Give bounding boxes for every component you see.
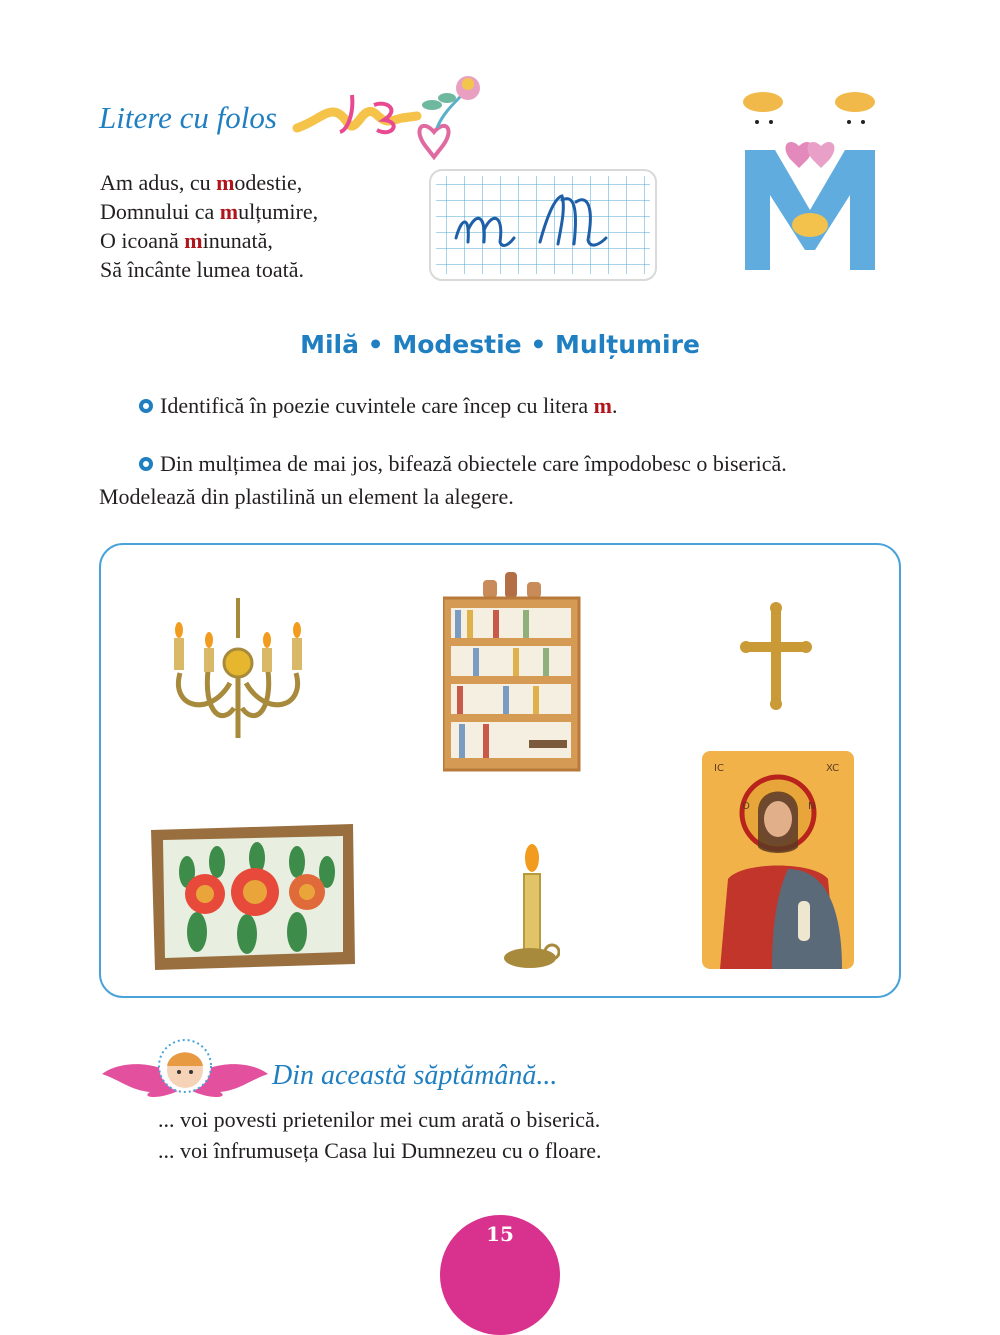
poem-line: Am adus, cu modestie, [100, 170, 303, 195]
flower-bullet-icon [138, 398, 154, 414]
poem-line: O icoană minunată, [100, 228, 273, 253]
letter-m-illustration [735, 80, 885, 280]
instruction-2-line1: Din mulțimea de mai jos, bifează obiectele care împodobesc o biserică. [138, 448, 787, 479]
christ-icon-image[interactable] [702, 751, 854, 969]
bookshelf-image[interactable] [443, 572, 581, 772]
instruction-2-line2: Modelează din plastilină un element la alegere. [99, 484, 514, 509]
section-title: Litere cu folos [99, 100, 277, 135]
flower-painting-image[interactable] [147, 822, 359, 972]
page-number: 15 [486, 1222, 514, 1246]
week-goal-line: ... voi povesti prietenilor mei cum arată o biserică. [158, 1107, 601, 1132]
poem-line: Domnului ca mulțumire, [100, 199, 319, 224]
ribbon-heart-decoration [292, 60, 492, 170]
angel-icon [100, 1030, 270, 1110]
handwriting-card [428, 168, 658, 282]
candle-image[interactable] [500, 840, 560, 976]
poem-line: Să încânte lumea toată. [100, 257, 305, 282]
icon-label-n: N [808, 801, 816, 812]
icon-label-o: O [742, 801, 750, 812]
instruction-1: Identifică în poezie cuvintele care încep cu litera m. [138, 390, 617, 421]
poem [100, 168, 318, 284]
week-title: Din această săptămână... [272, 1060, 558, 1091]
week-goal-line: ... voi înfrumuseța Casa lui Dumnezeu cu o floare. [158, 1138, 602, 1163]
chandelier-image[interactable] [160, 598, 320, 748]
icon-label-ic: IC [714, 763, 724, 774]
values-title: Milă • Modestie • Mulțumire [300, 330, 700, 359]
week-goals [158, 1104, 602, 1166]
christ-icon-illustration [702, 751, 854, 969]
cross-image[interactable] [740, 600, 812, 710]
flower-bullet-icon [138, 456, 154, 472]
icon-label-xc: XC [826, 763, 840, 774]
